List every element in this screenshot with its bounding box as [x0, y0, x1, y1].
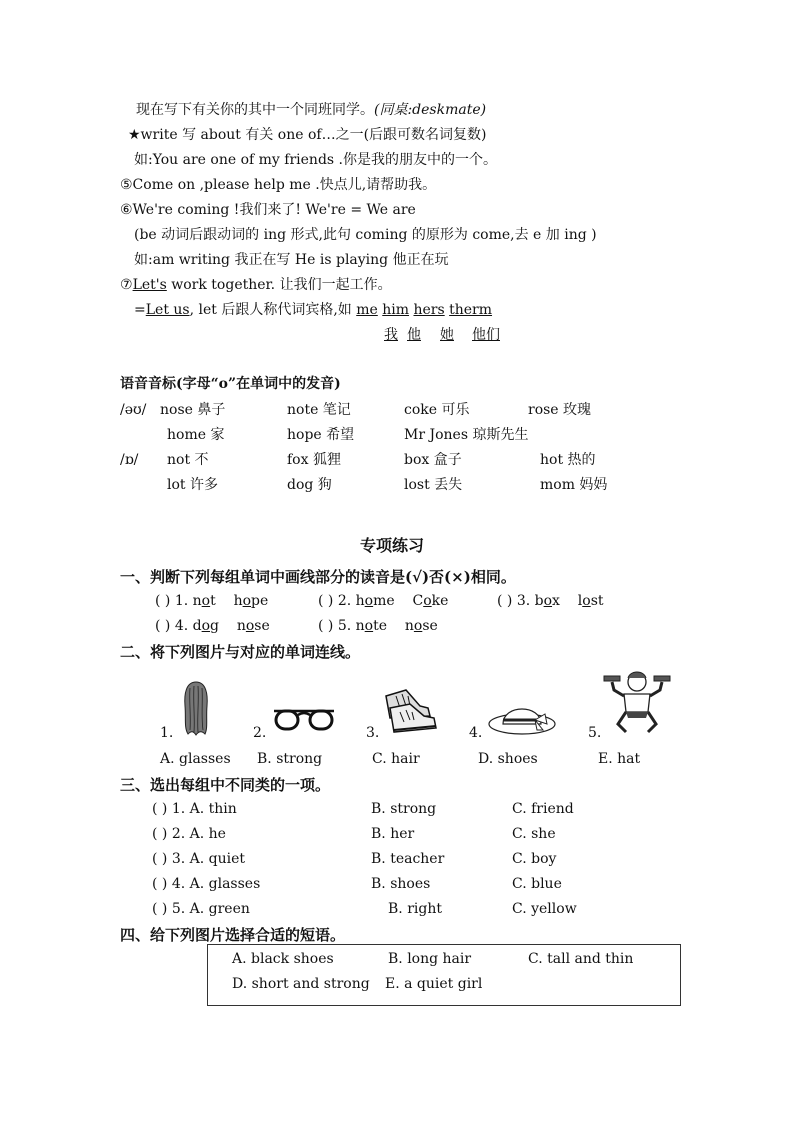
picture-number: 3. [366, 725, 380, 741]
word-part: h [355, 593, 365, 609]
section-2-heading: 二、将下列图片与对应的单词连线。 [120, 643, 361, 661]
word-part: te [373, 618, 388, 634]
phonics-word: Mr Jones 琼斯先生 [404, 427, 529, 443]
equals-sign: = [134, 302, 146, 318]
word-part: n [236, 618, 246, 634]
note-line-4: ⑤Come on ,please help me .快点儿,请帮助我。 [120, 177, 437, 193]
word-part: t [210, 593, 216, 609]
item-number: 5. [337, 618, 352, 634]
note-line-7: 如:am writing 我正在写 He is playing 他正在玩 [134, 252, 449, 268]
phonics-word: home 家 [167, 427, 225, 443]
answer-blank: ( ) [497, 593, 513, 609]
cn-him: 他 [407, 327, 421, 343]
s1-item-3 [497, 592, 604, 610]
s1-item-2 [318, 592, 448, 610]
s1-item-5 [318, 617, 438, 635]
phrase-option: E. a quiet girl [385, 976, 483, 992]
underlined-letter: o [245, 618, 255, 634]
note-line-1-text: 现在写下有关你的其中一个同班同学。 [136, 102, 374, 118]
phonics-word: coke 可乐 [404, 402, 470, 418]
underlined-letter: o [364, 593, 374, 609]
strong-man-picture [602, 668, 672, 736]
phrase-option: D. short and strong [232, 976, 370, 992]
phrase-option: C. tall and thin [528, 951, 634, 967]
word-part: C [412, 593, 424, 609]
practice-title: 专项练习 [360, 536, 425, 555]
phonics-word: rose 玫瑰 [528, 402, 592, 418]
word-part: h [233, 593, 243, 609]
underlined-letter: o [201, 618, 211, 634]
hair-picture [180, 680, 212, 736]
match-word: B. strong [257, 751, 323, 767]
phrase-option: A. black shoes [232, 951, 334, 967]
answer-blank: ( ) [318, 618, 334, 634]
word-part: n [192, 593, 202, 609]
s3-option-a: ( ) 1. A. thin [152, 801, 237, 817]
s3-option-b: B. right [388, 901, 442, 917]
phonics-word: nose 鼻子 [160, 402, 226, 418]
word-part: l [577, 593, 583, 609]
phonics-heading: 语音音标(字母“o”在单词中的发音) [120, 376, 341, 392]
word-part: se [254, 618, 270, 634]
glasses-picture [272, 703, 336, 735]
underlined-letter: o [543, 593, 553, 609]
note-line-9 [134, 301, 492, 319]
hat-picture [487, 694, 557, 738]
phonics-word: note 笔记 [287, 402, 351, 418]
item-number: 3. [516, 593, 531, 609]
s3-option-b: B. her [371, 826, 415, 842]
picture-number: 1. [160, 725, 174, 741]
note-line-8-rest: work together. 让我们一起工作。 [166, 277, 392, 293]
word-part: me [373, 593, 395, 609]
s3-option-b: B. shoes [371, 876, 431, 892]
phonics-word: fox 狐狸 [287, 452, 341, 468]
cn-them: 他们 [472, 327, 500, 343]
s3-option-c: C. boy [512, 851, 557, 867]
match-word: D. shoes [478, 751, 538, 767]
pronoun-me: me [356, 302, 378, 318]
underlined-let-us: Let us [145, 302, 190, 318]
s3-option-b: B. strong [371, 801, 437, 817]
item-number: 2. [337, 593, 352, 609]
note-line-1 [136, 101, 486, 119]
phonics-word: not 不 [167, 452, 209, 468]
pronoun-therm: therm [449, 302, 493, 318]
word-part: n [355, 618, 365, 634]
cn-her: 她 [440, 327, 454, 343]
underlined-letter: o [582, 593, 591, 609]
s3-option-c: C. blue [512, 876, 562, 892]
circled-number: ⑦ [120, 277, 133, 293]
section-4-heading: 四、给下列图片选择合适的短语。 [120, 926, 346, 944]
word-part: b [534, 593, 544, 609]
item-number: 4. [174, 618, 189, 634]
word-part: g [210, 618, 220, 634]
match-word: C. hair [372, 751, 420, 767]
answer-blank: ( ) [155, 593, 171, 609]
phrase-option: B. long hair [388, 951, 472, 967]
note-line-9-rest: , let 后跟人称代词宾格,如 [189, 302, 357, 318]
word-part: ke [431, 593, 449, 609]
phonics-word: hope 希望 [287, 427, 355, 443]
phonics-word: lost 丢失 [404, 477, 463, 493]
section-3-heading: 三、选出每组中不同类的一项。 [120, 776, 331, 794]
picture-number: 2. [253, 725, 267, 741]
s3-option-a: ( ) 2. A. he [152, 826, 226, 842]
match-word: A. glasses [160, 751, 231, 767]
phonics-word: mom 妈妈 [540, 477, 608, 493]
s1-item-4 [155, 617, 270, 635]
match-word: E. hat [598, 751, 641, 767]
note-line-2: ★write 写 about 有关 one of…之一(后跟可数名词复数) [128, 127, 487, 143]
word-part: x [552, 593, 560, 609]
s3-option-a: ( ) 5. A. green [152, 901, 250, 917]
note-line-1-gloss: (同桌:deskmate) [374, 102, 487, 118]
word-part: se [422, 618, 438, 634]
note-line-3: 如:You are one of my friends .你是我的朋友中的一个。 [134, 152, 497, 168]
note-line-8 [120, 276, 392, 294]
word-part: st [590, 593, 604, 609]
underlined-letter: o [242, 593, 252, 609]
phonics-symbol-ou: /əʊ/ [120, 402, 147, 418]
pronoun-him: him [382, 302, 410, 318]
answer-blank: ( ) [318, 593, 334, 609]
s1-item-1 [155, 592, 268, 610]
underlined-letter: o [413, 618, 423, 634]
phonics-word: lot 许多 [167, 477, 218, 493]
s3-option-a: ( ) 4. A. glasses [152, 876, 261, 892]
word-part: n [404, 618, 414, 634]
section-1-heading: 一、判断下列每组单词中画线部分的读音是(√)否(×)相同。 [120, 568, 516, 586]
underlined-letter: o [423, 593, 432, 609]
underlined-letter: o [364, 618, 374, 634]
word-part: pe [251, 593, 269, 609]
phonics-word: dog 狗 [287, 477, 332, 493]
phonics-symbol-o: /ɒ/ [120, 452, 139, 468]
item-number: 1. [174, 593, 189, 609]
note-line-6: (be 动词后跟动词的 ing 形式,此句 coming 的原形为 come,去 e 加 ing ) [134, 227, 597, 243]
s3-option-c: C. she [512, 826, 556, 842]
picture-number: 4. [469, 725, 483, 741]
note-line-5: ⑥We're coming !我们来了! We're = We are [120, 202, 416, 218]
underlined-lets: Let's [132, 277, 167, 293]
word-part: d [192, 618, 202, 634]
underlined-letter: o [201, 593, 211, 609]
s3-option-a: ( ) 3. A. quiet [152, 851, 246, 867]
phonics-word: box 盒子 [404, 452, 462, 468]
shoes-picture [380, 686, 442, 736]
s3-option-c: C. yellow [512, 901, 577, 917]
picture-number: 5. [588, 725, 602, 741]
answer-blank: ( ) [155, 618, 171, 634]
pronoun-hers: hers [413, 302, 445, 318]
s3-option-b: B. teacher [371, 851, 445, 867]
cn-me: 我 [384, 327, 398, 343]
s3-option-c: C. friend [512, 801, 574, 817]
phonics-word: hot 热的 [540, 452, 596, 468]
